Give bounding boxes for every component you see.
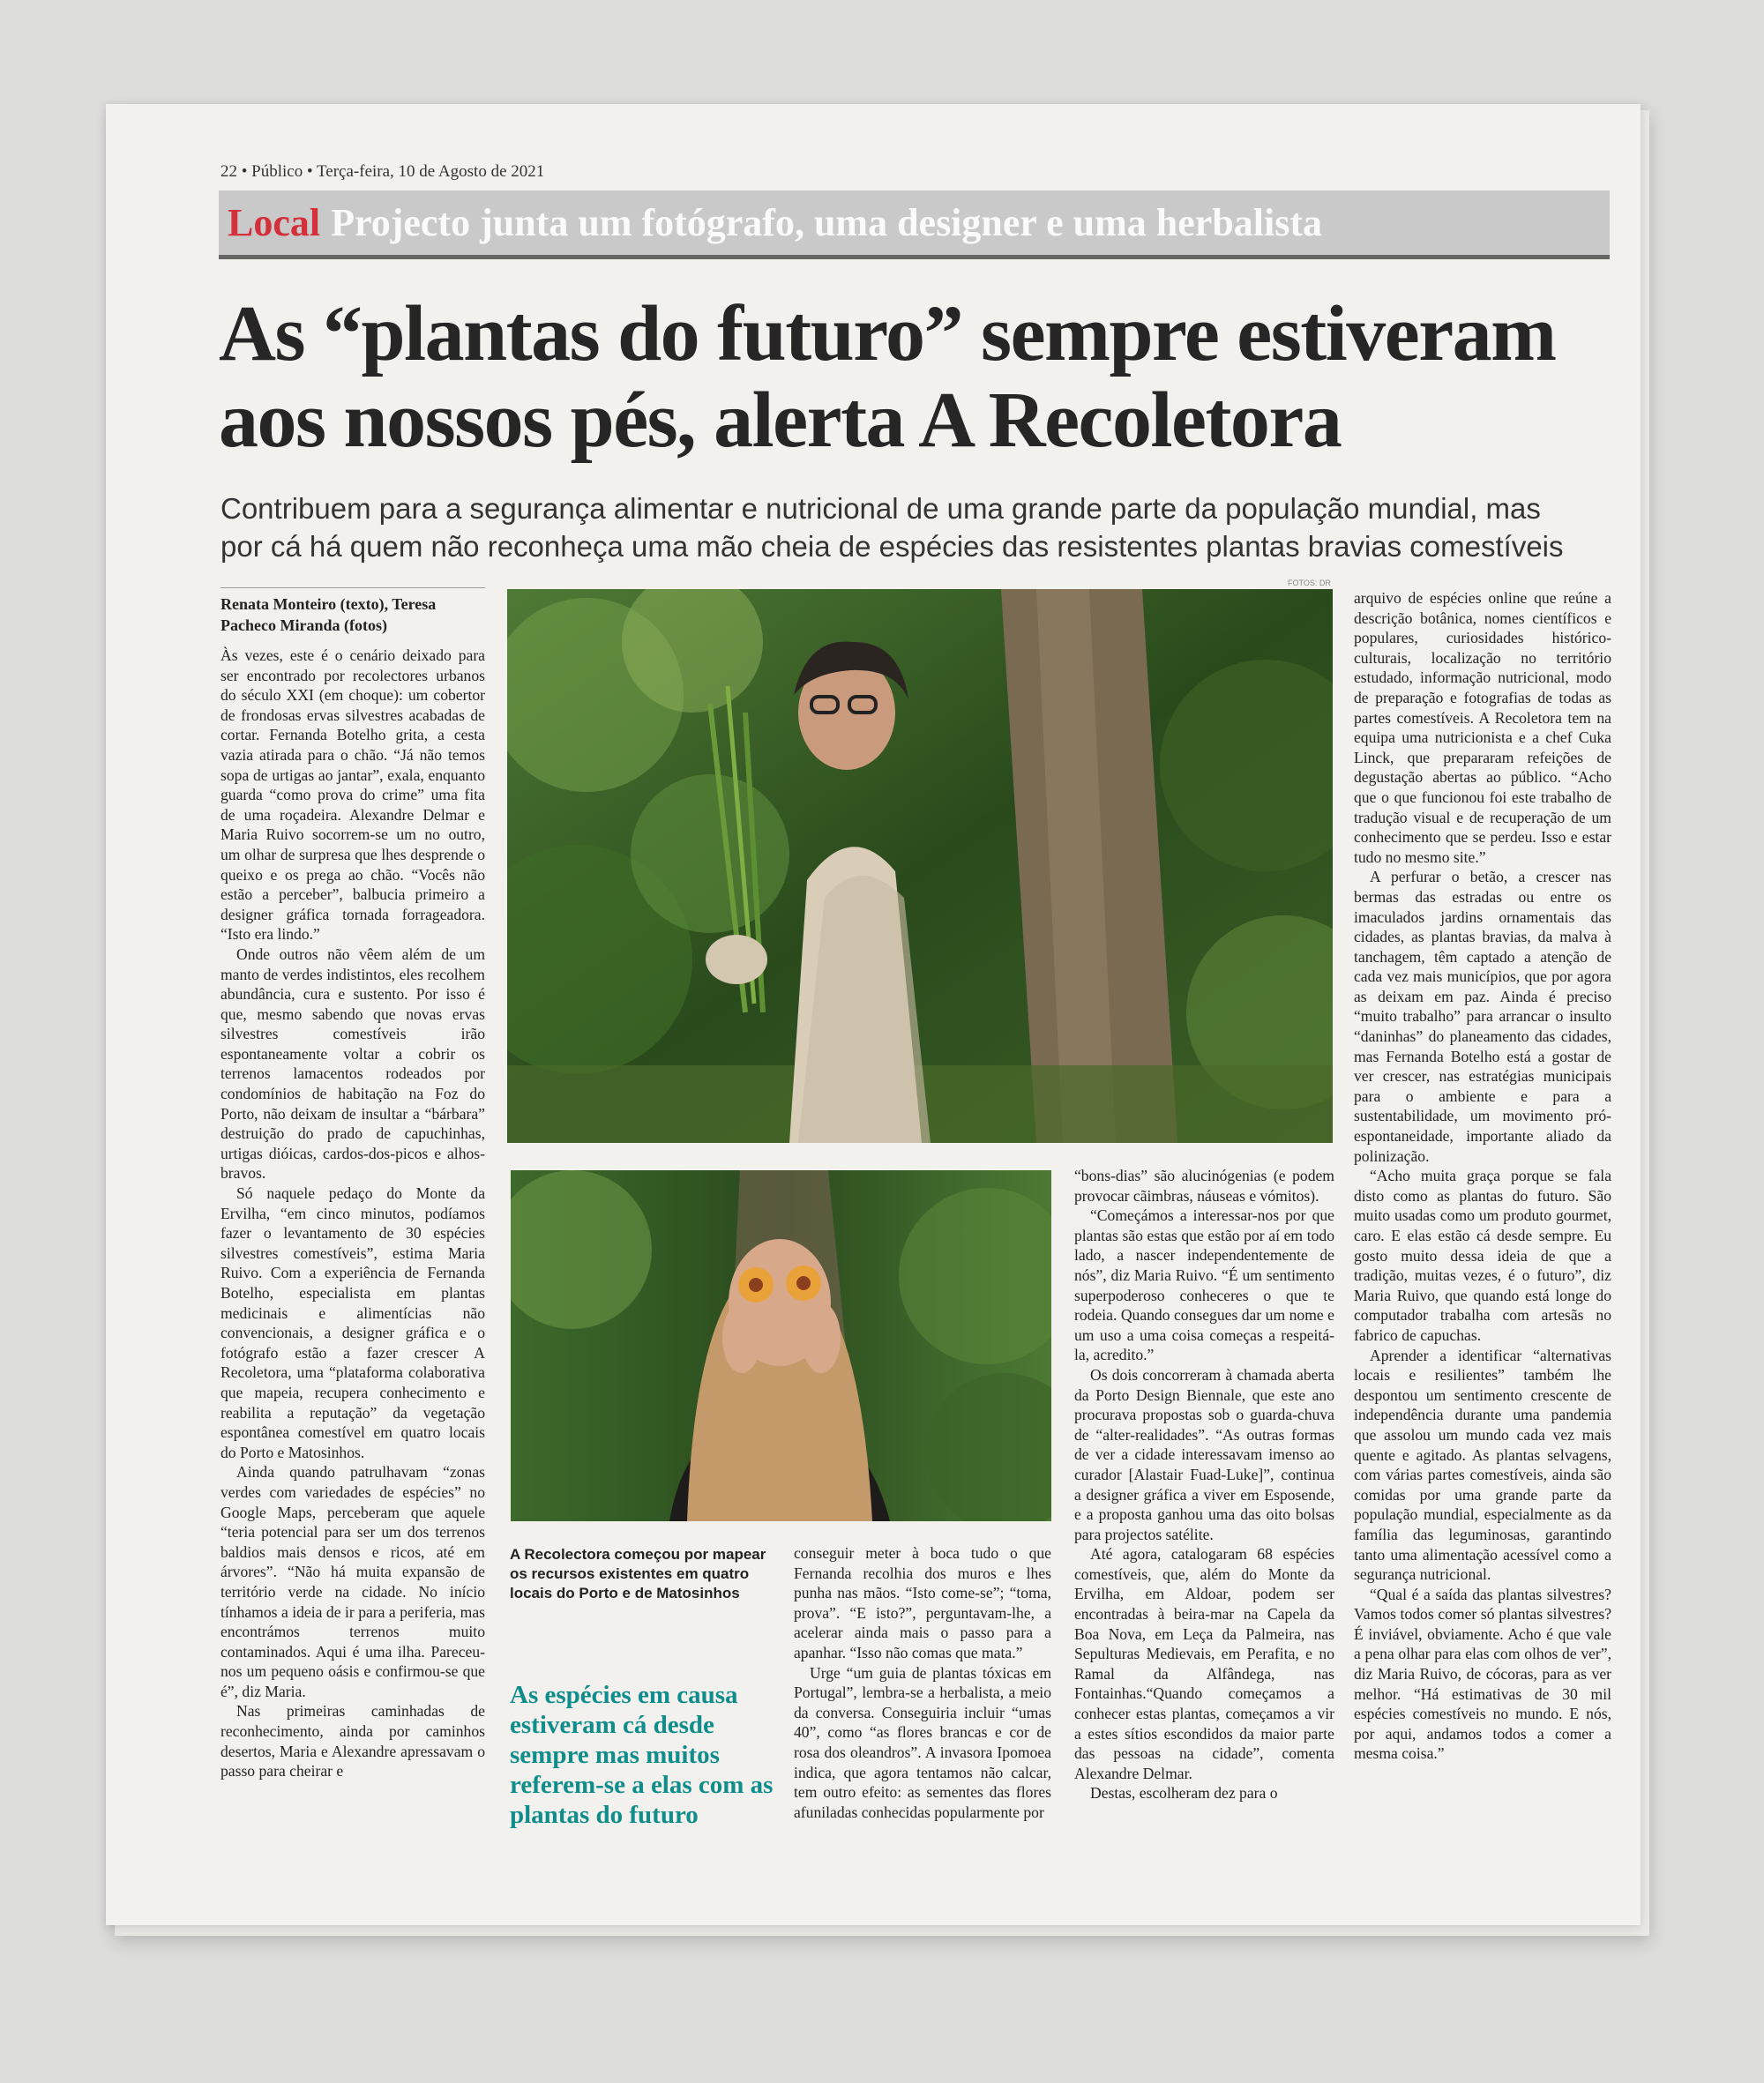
- headline-line-2: aos nossos pés, alerta A Recoletora: [219, 377, 1342, 464]
- paragraph: arquivo de espécies online que reúne a descrição botânica, nomes científicos e populares, curiosidades histórico-culturais, localização no território estudado, informação nutricional, modo de preparação e fotografias de todas as partes comestíveis. A Recoletora tem na equipa uma nutricionista e a chef Cuka Linck, que prepararam refeições de degustação abertas ao público. “Acho que o que funcionou foi este trabalho de tradução visual e de recuperação de um conhecimento que se perdeu. Isso e estar tudo no mesmo site.”: [1354, 589, 1611, 866]
- paragraph: Nas primeiras caminhadas de reconhecimento, ainda por caminhos desertos, Maria e Alexandre apressavam o passo para cheirar e: [220, 1702, 485, 1781]
- paragraph: Aprender a identificar “alternativas locais e resilientes” também lhe despontou um sentimento crescente de independência durante uma pandemia que assolou um mundo cada vez mais quente e agitado. As plantas selvagens, com várias partes comestíveis, ainda são comidas por uma grande parte da população mundial, especialmente as da família das leguminosas, garantindo tanto uma alimentação acessível como a segurança nutricional.: [1354, 1346, 1611, 1584]
- paragraph: Às vezes, este é o cenário deixado para ser encontrado por recolectores urbanos do século XXI (em choque): um cobertor de frondosas ervas silvestres acabadas de cortar. Fernanda Botelho grita, a cesta vazia atirada para o chão. “Já não temos sopa de urtigas ao jantar”, exala, enquanto guarda “como prova do crime” uma fita de uma roçadeira. Alexandre Delmar e Maria Ruivo socorrem-se um no outro, um olhar de surpresa que lhes desprende o queixo e os prega ao chão. “Vocês não estão a perceber”, balbucia primeiro a designer gráfica tornada forrageadora. “Isto era lindo.”: [220, 646, 485, 944]
- standfirst-line-1: Contribuem para a segurança alimentar e nutricional de uma grande parte da população mundial, mas: [220, 492, 1541, 525]
- paragraph: Os dois concorreram à chamada aberta da Porto Design Biennale, que este ano procurava propostas sob o guarda-chuva de “alter-realidades”. “As outras formas de ver a cidade interessavam imenso ao curador [Alastair Fuad-Luke]”, continua a designer gráfica a viver em Esposende, e a proposta ganhou uma das oito bolsas para projectos satélite.: [1074, 1365, 1334, 1543]
- paragraph: Ainda quando patrulhavam “zonas verdes com variedades de espécies” no Google Maps, perceberam que aquele “teria potencial para ser um dos terrenos baldios mais densos e ricos, até em árvores”. “Não há muita expansão de território verde na cidade. No início tínhamos a ideia de ir para a periferia, mas encontrámos terrenos muito contaminados. Aqui é uma ilha. Pareceu-nos um pequeno oásis e confirmou-se que é”, diz Maria.: [220, 1463, 485, 1700]
- pull-quote: As espécies em causa estiveram cá desde sempre mas muitos referem-se a elas com as plantas do futuro: [510, 1681, 774, 1829]
- paragraph: Urge “um guia de plantas tóxicas em Portugal”, lembra-se a herbalista, a meio da conversa. Conseguiria incluir “umas 40”, como “as flores brancas e cor de rosa dos oleandros”. A invasora Ipomoea indica, que agora tentamos não calcar, tem outro efeito: as sementes das flores afuniladas conhecidas popularmente por: [794, 1663, 1051, 1821]
- article-column-1: [220, 646, 485, 1781]
- standfirst: [220, 489, 1614, 565]
- paragraph: “Qual é a saída das plantas silvestres? Vamos todos comer só plantas silvestres? É inviável, obviamente. Acho é que vale a pena olhar para elas com olhos de ver”, diz Maria Ruivo, de cócoras, para as ver melhor. “Há estimativas de 30 mil espécies comestíveis no mundo. E nós, por aqui, andamos todos a comer a mesma coisa.”: [1354, 1585, 1611, 1763]
- paragraph: Onde outros não vêem além de um manto de verdes indistintos, eles recolhem abundância, cura e sustento. Por isso é que, mesmo sabendo que novas ervas silvestres comestíveis irão espontaneamente voltar a cobrir os terrenos lamacentos rodeados por condomínios de habitação na Foz do Porto, não deixam de insultar a “bárbara” destruição do prado de capuchinhas, urtigas dióicas, cardos-dos-picos e alhos-bravos.: [220, 944, 485, 1183]
- paragraph: “Acho muita graça porque se fala disto como as plantas do futuro. São muito usadas como um produto gourmet, caro. E elas estão cá desde sempre. Eu gosto muito dessa ideia de que a tradição, muitas vezes, é o futuro”, diz Maria Ruivo, que quando está longe do computador trabalha com artesãs no fabrico de capuchas.: [1354, 1167, 1611, 1344]
- kicker-text: Projecto junta um fotógrafo, uma designer e uma herbalista: [331, 201, 1323, 244]
- photo-caption: A Recolectora começou por mapear os recursos existentes em quatro locais do Porto e de Matosinhos: [510, 1546, 766, 1601]
- article-column-2: [794, 1543, 1051, 1822]
- byline: Renata Monteiro (texto), Teresa Pacheco Miranda (fotos): [220, 587, 485, 636]
- paragraph: “bons-dias” são alucinógenias (e podem provocar cãimbras, náuseas e vómitos).: [1074, 1167, 1334, 1205]
- paragraph: Destas, escolheram dez para o: [1090, 1784, 1278, 1803]
- photo-herbalist-with-herbs: [507, 589, 1333, 1143]
- paragraph: conseguir meter à boca tudo o que Fernanda recolhia dos muros e lhes punha nas mãos. “Isto come-se”; “toma, prova”. “E isto?”, perguntavam-lhe, a acelerar ainda mais o passo para a apanhar. “Isso não comas que mata.”: [794, 1544, 1051, 1661]
- standfirst-line-2: por cá há quem não reconheça uma mão cheia de espécies das resistentes plantas bravias comestíveis: [220, 530, 1564, 563]
- section-label: Local: [228, 201, 321, 244]
- paragraph: “Começámos a interessar-nos por que plantas são estas que estão por aí em todo lado, a nascer independentemente de nós”, diz Maria Ruivo. “É um sentimento superpoderoso conheceres o que te rodeia. Quando consegues dar um nome e um uso a uma coisa começas a respeitá-la, acredito.”: [1074, 1206, 1334, 1364]
- photo-woman-with-flowers: [511, 1170, 1051, 1521]
- headline: [219, 291, 1630, 464]
- article-column-3: [1074, 1166, 1334, 1803]
- article-column-4: [1354, 588, 1611, 1764]
- kicker-bar: [219, 190, 1610, 259]
- paragraph: A perfurar o betão, a crescer nas bermas das estradas ou entre os imaculados jardins ornamentais das cidades, as plantas bravias, da malva à tanchagem, têm captado a atenção de cada vez mais municípios, que por agora as deixam em paz. Ainda é preciso “muito trabalho” para arrancar o insulto “daninhas” do planeamento das cidades, mas Fernanda Botelho está a gostar de ver crescer, nas estratégias municipais para o ambiente e para a sustentabilidade, um movimento pró-espontaneidade, importante aliado da polinização.: [1354, 868, 1611, 1165]
- page-folio: 22 • Público • Terça-feira, 10 de Agosto de 2021: [220, 162, 545, 181]
- paragraph: Até agora, catalogaram 68 espécies comestíveis, que, além do Monte da Ervilha, em Aldoar, podem ser encontradas à beira-mar na Capela da Boa Nova, em Leça da Palmeira, nas Sepulturas Medievais, em Perafita, e no Ramal da Alfândega, nas Fontainhas.“Quando começamos a conhecer estas plantas, começamos a vir a estes sítios escondidos da maior parte das pessoas na cidade”, comenta Alexandre Delmar.: [1074, 1545, 1334, 1782]
- paragraph: Só naquele pedaço do Monte da Ervilha, “em cinco minutos, podíamos fazer o levantamento de 30 espécies silvestres comestíveis”, estima Maria Ruivo. Com a experiência de Fernanda Botelho, especialista em plantas medicinais e alimentícias não convencionais, a designer gráfica e o fotógrafo estão a fazer crescer A Recoletora, uma “plataforma colaborativa que mapeia, recupera conhecimento e reabilita a reputação” da vegetação espontânea comestível em quatro locais do Porto e Matosinhos.: [220, 1184, 485, 1461]
- headline-line-1: As “plantas do futuro” sempre estiveram: [219, 290, 1556, 377]
- photo-credit: FOTOS: DR: [1288, 579, 1331, 587]
